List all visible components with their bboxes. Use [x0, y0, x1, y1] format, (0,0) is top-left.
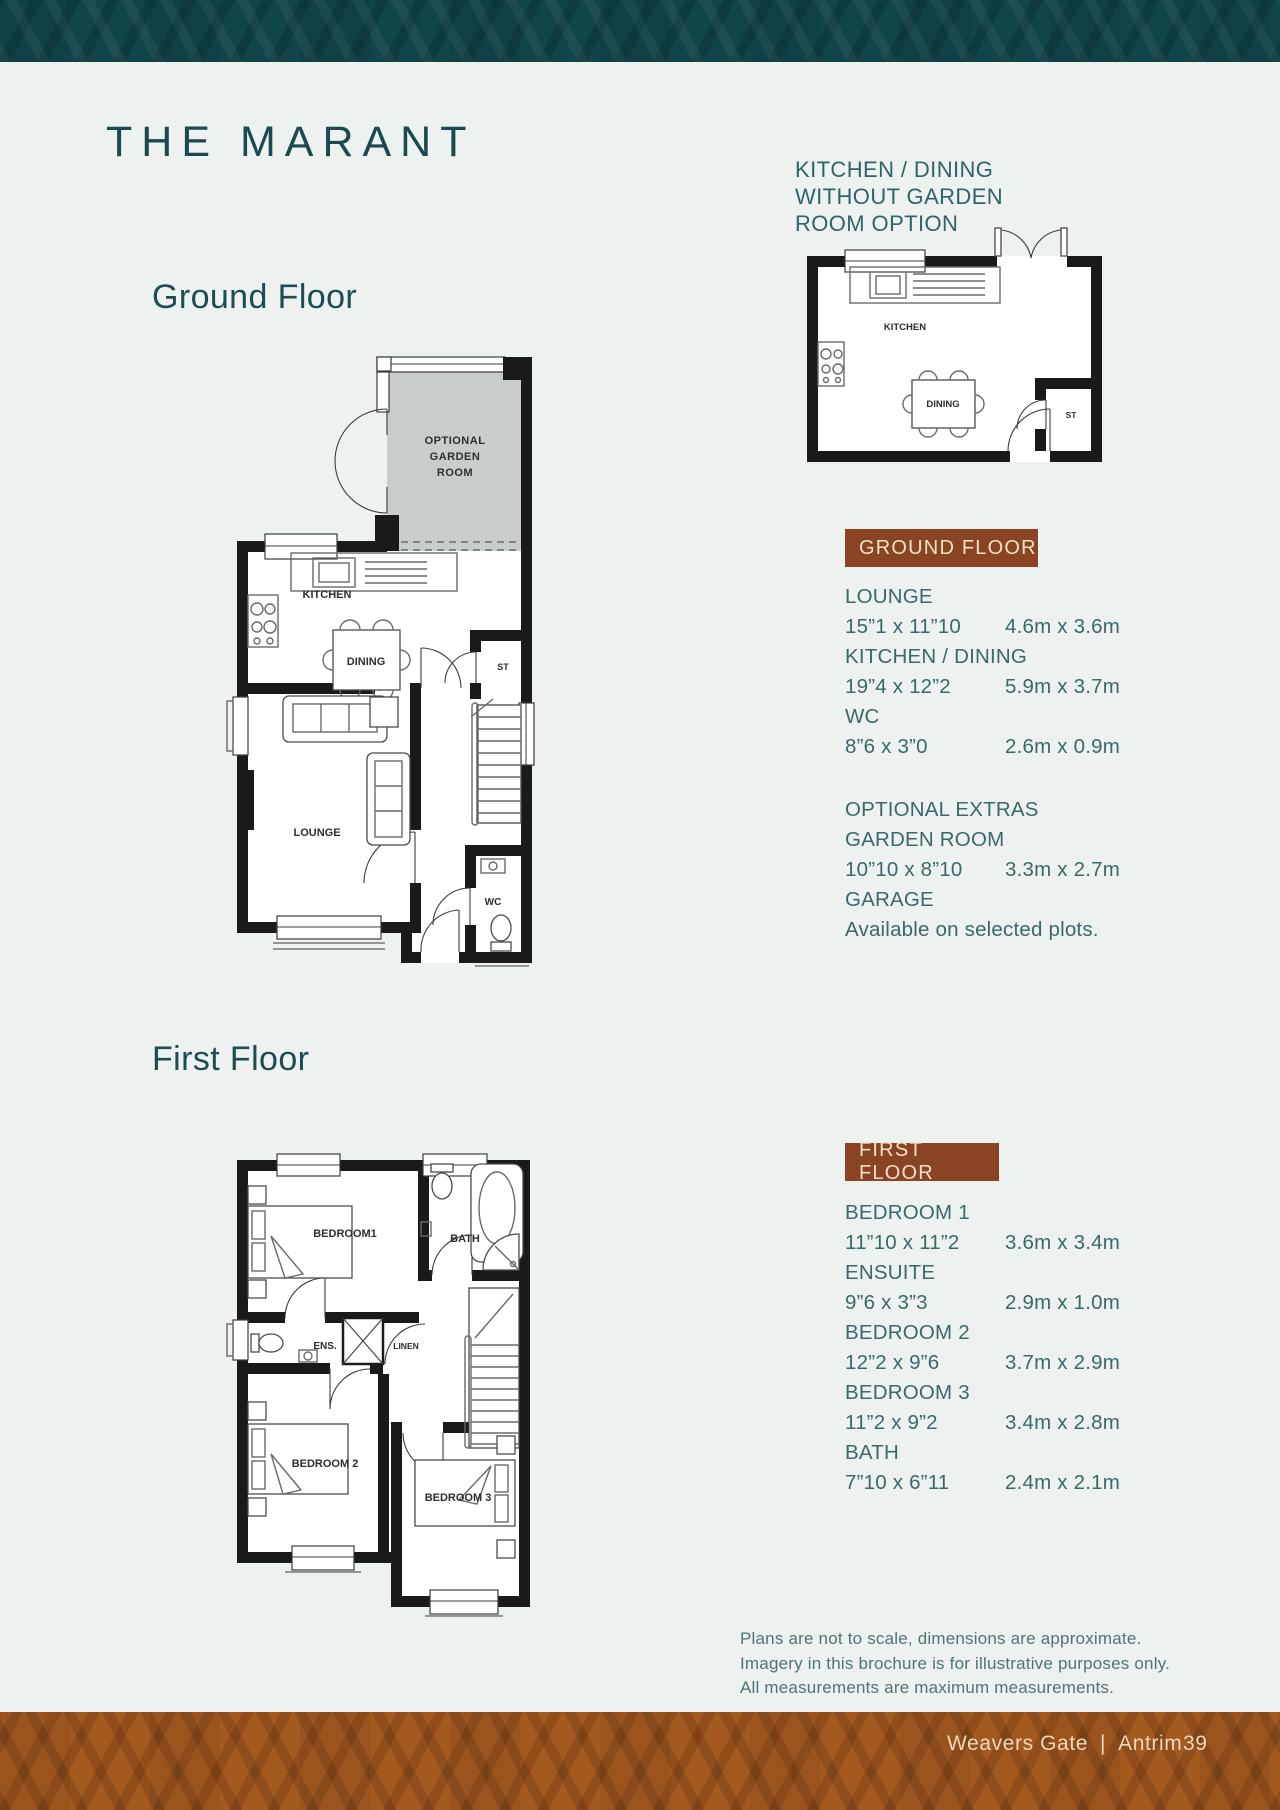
room-name: BEDROOM 1	[845, 1201, 970, 1224]
linen-label: LINEN	[393, 1341, 419, 1351]
extras-heading: OPTIONAL EXTRAS	[845, 798, 1039, 821]
variant-plan	[795, 226, 1105, 476]
room-dims: 8”6 x 3”0 2.6m x 0.9m	[845, 735, 1120, 758]
disclaimer-line: All measurements are maximum measurements.	[740, 1678, 1115, 1697]
disclaimer-line: Imagery in this brochure is for illustrative purposes only.	[740, 1653, 1171, 1673]
ground-floor-plan	[225, 345, 540, 970]
ground-floor-heading: Ground Floor	[152, 278, 358, 316]
garden-room-label: ROOM	[436, 467, 474, 479]
first-floor-badge	[845, 1139, 999, 1184]
room-name: ENSUITE	[845, 1261, 936, 1284]
garage-note: Available on selected plots.	[845, 918, 1099, 941]
room-dims: 15”1 x 11”10 4.6m x 3.6m	[845, 615, 1120, 638]
lounge-label: LOUNGE	[293, 827, 341, 839]
footer-divider: |	[1100, 1732, 1107, 1755]
bath-label: BATH	[450, 1233, 480, 1245]
floor-outline	[807, 256, 1102, 462]
variant-note-line: WITHOUT GARDEN	[795, 184, 1004, 209]
disclaimer	[740, 1627, 1170, 1701]
room-dims: 9”6 x 3”3 2.9m x 1.0m	[845, 1291, 1120, 1314]
variant-note-line: ROOM OPTION	[795, 211, 959, 236]
garden-room-label: OPTIONAL	[424, 435, 486, 447]
first-floor-spec-list	[845, 1198, 1120, 1498]
footer-pattern-band	[0, 1712, 1280, 1810]
ground-floor-badge-label: GROUND FLOOR	[859, 536, 1037, 559]
first-floor-heading: First Floor	[152, 1040, 310, 1078]
stairs	[471, 699, 521, 825]
variant-note	[795, 156, 1003, 237]
stairs	[465, 1288, 519, 1448]
french-doors	[995, 228, 1067, 258]
room-dims: 11”10 x 11”2 3.6m x 3.4m	[845, 1231, 1120, 1254]
disclaimer-line: Plans are not to scale, dimensions are approximate.	[740, 1629, 1142, 1648]
first-floor-plan	[225, 1148, 530, 1618]
ensuite-label: ENS.	[313, 1341, 337, 1352]
room-dims: 19”4 x 12”2 5.9m x 3.7m	[845, 675, 1120, 698]
bedroom1-label: BEDROOM1	[313, 1228, 377, 1240]
wc-label: WC	[484, 897, 502, 908]
bedroom3-label: BEDROOM 3	[424, 1492, 492, 1504]
garden-room-label: GARDEN	[429, 451, 481, 463]
armchair	[370, 697, 398, 727]
room-name: WC	[845, 705, 880, 728]
dining-label: DINING	[346, 656, 386, 668]
dining-label: DINING	[926, 399, 960, 410]
footer-text	[947, 1732, 1182, 1756]
sofa-2	[367, 753, 410, 845]
bedroom2-label: BEDROOM 2	[291, 1458, 359, 1470]
room-name: GARAGE	[845, 888, 934, 911]
kitchen-label: KITCHEN	[883, 322, 927, 333]
room-name: KITCHEN / DINING	[845, 645, 1028, 668]
room-dims: 7”10 x 6”11 2.4m x 2.1m	[845, 1471, 1120, 1494]
store-label: ST	[1065, 410, 1077, 420]
room-dims: 12”2 x 9”6 3.7m x 2.9m	[845, 1351, 1120, 1374]
footer-project: Weavers Gate	[947, 1732, 1089, 1755]
variant-note-line: KITCHEN / DINING	[795, 157, 994, 182]
first-floor-badge-label: FIRST FLOOR	[859, 1139, 934, 1184]
ground-floor-badge	[845, 529, 1038, 567]
footer-location: Antrim	[1118, 1732, 1183, 1755]
top-pattern-banner	[0, 0, 1280, 62]
kitchen-label: KITCHEN	[302, 589, 352, 601]
room-name: LOUNGE	[845, 585, 933, 608]
room-name: BEDROOM 2	[845, 1321, 970, 1344]
room-name: BATH	[845, 1441, 899, 1464]
room-name: GARDEN ROOM	[845, 828, 1005, 851]
room-dims: 11”2 x 9”2 3.4m x 2.8m	[845, 1411, 1120, 1434]
room-dims: 10”10 x 8”10 3.3m x 2.7m	[845, 858, 1120, 881]
room-name: BEDROOM 3	[845, 1381, 970, 1404]
footer-page-number: 39	[1183, 1732, 1208, 1755]
store-label: ST	[497, 662, 509, 672]
ground-floor-spec-list	[845, 582, 1120, 945]
page-title: THE MARANT	[106, 118, 476, 166]
windows	[845, 250, 925, 272]
linen-cupboard	[343, 1318, 383, 1364]
